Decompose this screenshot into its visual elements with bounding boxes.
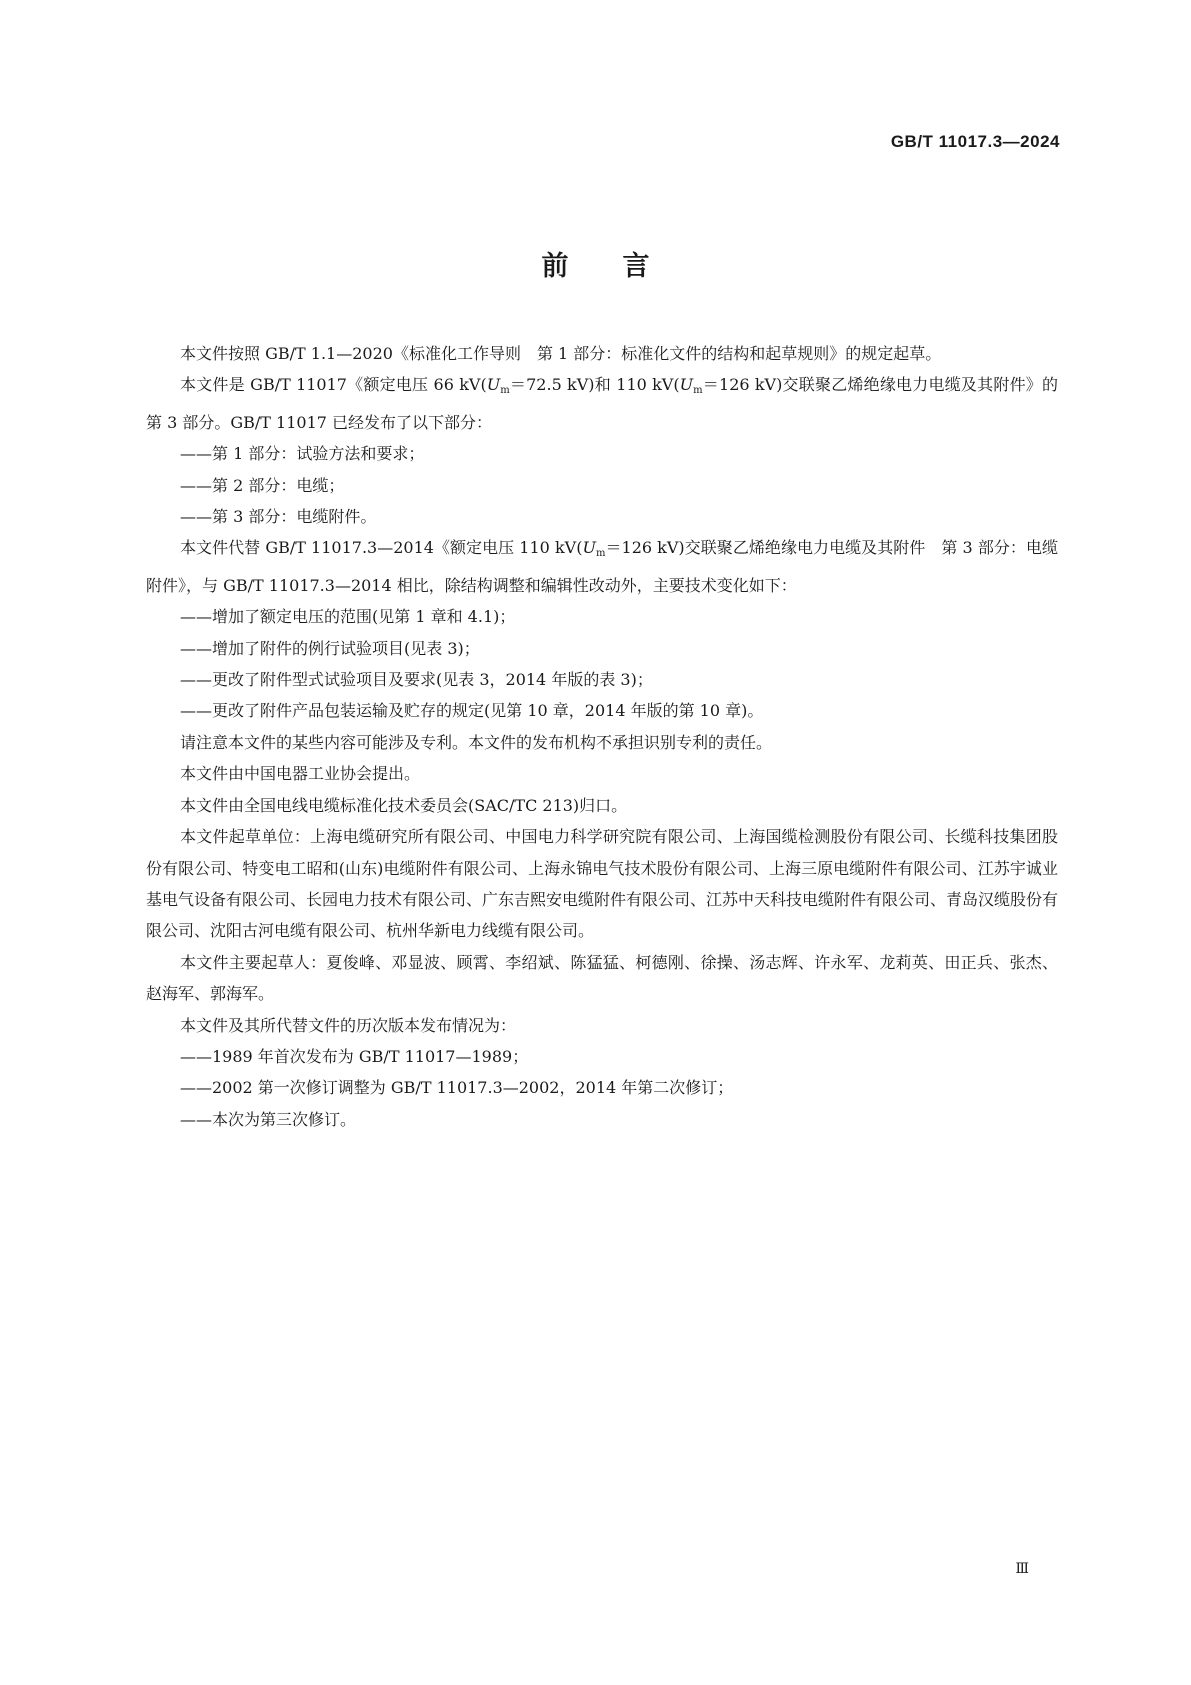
- paragraph-series-intro: [146, 369, 1058, 438]
- series-intro-text-2: ＝72.5 kV)和 110 kV(: [509, 375, 680, 395]
- series-intro-text-3: ＝126 kV)交联聚乙烯绝缘电力电缆及其附件》的第 3 部分。GB/T 11017 已经发布了以下部分：: [146, 375, 1058, 432]
- replaces-text-1: 本文件代替 GB/T 11017.3—2014《额定电压 110 kV(: [180, 538, 583, 558]
- voltage-subscript-2: m: [693, 385, 703, 397]
- standard-number: GB/T 11017.3—2024: [890, 132, 1060, 151]
- list-item-part-1: ——第 1 部分：试验方法和要求；: [180, 444, 425, 464]
- voltage-subscript-3: m: [595, 548, 606, 560]
- replaces-text-2: ＝126 kV)交联聚乙烯绝缘电力电缆及其附件 第 3 部分：电缆附件》，与 GB/T 11017.3—2014 相比，除结构调整和编辑性改动外，主要技术变化如下：: [146, 538, 1058, 595]
- paragraph-drafting-units: 本文件起草单位：上海电缆研究所有限公司、中国电力科学研究院有限公司、上海国缆检测股份有限公司、长缆科技集团股份有限公司、特变电工昭和(山东)电缆附件有限公司、上海永锦电气技术股份有限公司、上海三原电缆附件有限公司、江苏宇诚业基电气设备有限公司、长园电力技术有限公司、广东吉熙安电缆附件有限公司、江苏中天科技电缆附件有限公司、青岛汉缆股份有限公司、沈阳古河电缆有限公司、杭州华新电力线缆有限公司。: [146, 827, 1059, 941]
- paragraph-drafters: 本文件主要起草人：夏俊峰、邓显波、顾霄、李绍斌、陈猛猛、柯德刚、徐操、汤志辉、许永军、龙莉英、田正兵、张杰、赵海军、郭海军。: [146, 952, 1058, 1004]
- voltage-subscript-1: m: [500, 385, 510, 397]
- list-item-history-1: ——1989 年首次发布为 GB/T 11017—1989；: [180, 1046, 529, 1066]
- page-title: 前言: [541, 251, 704, 282]
- voltage-symbol-3: U: [582, 538, 596, 558]
- list-item-change-4: ——更改了附件产品包装运输及贮存的规定(见第 10 章，2014 年版的第 10 章)。: [180, 701, 764, 721]
- list-item-history-3: ——本次为第三次修订。: [180, 1109, 357, 1129]
- list-item-history-2: ——2002 第一次修订调整为 GB/T 11017.3—2002，2014 年第二次修订；: [180, 1078, 734, 1098]
- list-item-change-1: ——增加了额定电压的范围(见第 1 章和 4.1)；: [180, 607, 516, 627]
- list-item-change-3: ——更改了附件型式试验项目及要求(见表 3，2014 年版的表 3)；: [180, 670, 653, 690]
- paragraph-patent-notice: 请注意本文件的某些内容可能涉及专利。本文件的发布机构不承担识别专利的责任。: [180, 732, 773, 752]
- paragraph-managed-by: 本文件由全国电线电缆标准化技术委员会(SAC/TC 213)归口。: [180, 795, 628, 815]
- list-item-part-2: ——第 2 部分：电缆；: [180, 475, 345, 495]
- paragraph-history-intro: 本文件及其所代替文件的历次版本发布情况为：: [180, 1015, 517, 1035]
- paragraph-drafting-rule: 本文件按照 GB/T 1.1—2020《标准化工作导则 第 1 部分：标准化文件的结构和起草规则》的规定起草。: [180, 344, 942, 363]
- paragraph-proposed-by: 本文件由中国电器工业协会提出。: [180, 764, 421, 784]
- document-body: [146, 338, 1058, 1135]
- list-item-change-2: ——增加了附件的例行试验项目(见表 3)；: [180, 638, 480, 658]
- paragraph-replaces: [146, 532, 1058, 601]
- page-number: Ⅲ: [1015, 1561, 1029, 1577]
- series-intro-text-1: 本文件是 GB/T 11017《额定电压 66 kV(: [180, 375, 487, 395]
- list-item-part-3: ——第 3 部分：电缆附件。: [180, 507, 377, 527]
- voltage-symbol-1: U: [486, 375, 501, 395]
- voltage-symbol-2: U: [679, 375, 694, 395]
